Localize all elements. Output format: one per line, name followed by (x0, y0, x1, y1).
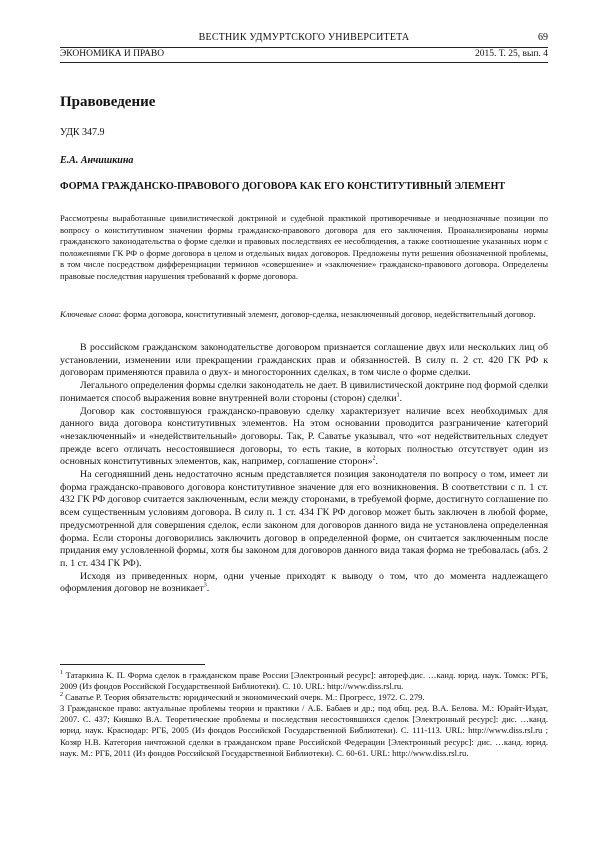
udc-code: УДК 347.9 (60, 127, 105, 138)
footnote-1-text: Татаркина К. П. Форма сделок в гражданском праве России [Электронный ресурс]: автореф.дис. …канд. юрид. наук. Томск: РГБ, 2009 (Из фондов Российской Государственной Библиотеки). С. 10. URL: http://www.diss.rsl.ru. (60, 670, 548, 692)
footnote-2 (60, 692, 548, 703)
footnote-2-number: 2 (60, 692, 63, 699)
body-paragraph-3: Договор как состоявшуюся гражданско-правовую сделку характеризует наличие всех необходимых для данного вида договора конститутивных элементов. На этом основании проводится разграничение категорий «незаключенный» и «недействительный» договоры. Так, Р. Саватье указывал, что «от недействительных следует прежде всего отличать несостоявшиеся договоры, то есть такие, в которых полностью отсутствует один из основных конститутивных элементов, как, например, соглашение сторон»$^2$. (60, 405, 548, 468)
body-paragraph-5-text: Исходя из приведенных норм, одни ученые приходят к выводу о том, что до момента надлежащего оформления договор не возникает (60, 570, 548, 595)
footnote-3-text: Гражданское право: актуальные проблемы теории и практики / А.Б. Бабаев и др.; под общ. ред. В.А. Белова. М.: Юрайт-Издат, 2007. С. 437; Кияшко В.А. Теоретические проблемы и последствия несостоявшихся сделок [Электронный ресурс]: дис. …канд. юрид. наук. Краснодар: РГБ, 2005 (Из фондов Российской Государственной Библиотеки). С. 111-113. URL: http://www.diss.rsl.ru ; Козяр Н.В. Категория ничтожной сделки в гражданском праве Российской Федерации [Электронный ресурс]: дис. …канд. юрид. наук. М.: РГБ, 2011 (Из фондов Российской Государственной Библиотеки). С. 60-61. URL: http://www.diss.rsl.ru. (60, 703, 548, 758)
author-name: Е.А. Анчишкина (60, 155, 134, 166)
journal-title: ВЕСТНИК УДМУРТСКОГО УНИВЕРСИТЕТА (198, 32, 410, 43)
body-paragraph-1: В российском гражданском законодательстве договором признается соглашение двух или нескольких лиц об установлении, изменении или прекращении гражданских прав и обязанностей. В силу п. 2 ст. 420 ГК РФ к договорам применяются правила о двух- и многосторонних сделках, в том числе о форме сделки. (60, 342, 548, 379)
abstract: Рассмотрены выработанные цивилистической доктриной и судебной практикой противоречивые и неоднозначные позиции по вопросу о конститутивном значении формы гражданско-правового договора для его заключения. Проанализированы нормы гражданского законодательства о форме сделки и правовых последствиях ее несоблюдения, а также соотношение указанных норм с положениями ГК РФ о форме договора в целом и отдельных видах договоров. Предложены пути решения обозначенной проблемы, в том числе посредством дифференциации терминов «совершение» и «заключение» гражданско-правового договора. Определены правовые последствия нарушения требований к форме договора. (60, 213, 548, 281)
keywords-text: : форма договора, конститутивный элемент, договор-сделка, незаключенный договор, недействительный договор. (118, 309, 536, 319)
running-header-top (60, 32, 548, 45)
body-paragraph-2: Легального определения формы сделки законодатель не дает. В цивилистической доктрине под формой сделки понимается способ выражения вовне внутренней воли стороны (сторон) сделки$^1$. (60, 380, 548, 404)
keywords-label: Ключевые слова (60, 309, 119, 319)
article-body (60, 342, 548, 596)
footnote-ref-2[interactable]: 2 (372, 456, 376, 463)
footnote-1 (60, 670, 548, 692)
body-paragraph-5: Исходя из приведенных норм, одни ученые приходят к выводу о том, что до момента надлежащего оформления договор не возникает$^3$. (60, 570, 548, 595)
journal-volume: 2015. Т. 25, вып. 4 (474, 49, 548, 59)
body-paragraph-3-text: Договор как состоявшуюся гражданско-правовую сделку характеризует наличие всех необходимых для данного вида договора конститутивных элементов. На этом основании проводится разграничение категорий «незаключенный» и «недействительный» договоры. Так, Р. Саватье указывал, что «от недействительных следует прежде всего отличать несостоявшиеся договоры, то есть такие, в которых полностью отсутствует один из основных конститутивных элементов, как, например, соглашение сторон» (60, 405, 548, 468)
footnote-3-number: 3 (60, 703, 65, 714)
header-rule-top (60, 47, 548, 48)
section-title: Правоведение (60, 94, 156, 110)
article-title: ФОРМА ГРАЖДАНСКО-ПРАВОВОГО ДОГОВОРА КАК ЕГО КОНСТИТУТИВНЫЙ ЭЛЕМЕНТ (60, 181, 506, 192)
keywords (60, 309, 548, 321)
footnote-ref-3[interactable]: 3 (203, 583, 207, 590)
footnote-separator (60, 664, 205, 665)
header-rule-bottom (60, 62, 548, 63)
footnotes (60, 670, 548, 759)
body-paragraph-2-text: Легального определения формы сделки законодатель не дает. В цивилистической доктрине под формой сделки понимается способ выражения вовне внутренней воли стороны (сторон) сделки (60, 380, 548, 404)
body-paragraph-4: На сегодняшний день недостаточно ясным представляется позиция законодателя по вопросу о том, имеет ли форма гражданско-правового договора конститутивное значение для его возникновения. В соответствии с п. 1 ст. 432 ГК РФ договор считается заключенным, если между сторонами, в требуемой форме, достигнуто соглашение по всем существенным условиям договора. В силу п. 1 ст. 434 ГК РФ договор может быть заключен в любой форме, предусмотренной для совершения сделок, если законом для договоров данного вида не установлена определенная форма. Если стороны договорились заключить договор в определенной форме, он считается заключенным после придания ему условленной формы, хотя бы законом для договоров данного вида такая форма не требовалась (абз. 2 п. 1 ст. 434 ГК РФ). (60, 469, 548, 569)
footnote-ref-1[interactable]: 1 (396, 392, 400, 399)
page-number: 69 (538, 32, 548, 43)
footnote-2-text: Саватье Р. Теория обязательств: юридический и экономический очерк. М.: Прогресс, 1972. С. 279. (63, 692, 425, 703)
footnote-1-number: 1 (60, 670, 63, 677)
journal-section: ЭКОНОМИКА И ПРАВО (60, 49, 165, 59)
running-header-bottom (60, 49, 548, 62)
footnote-3 (60, 703, 548, 758)
